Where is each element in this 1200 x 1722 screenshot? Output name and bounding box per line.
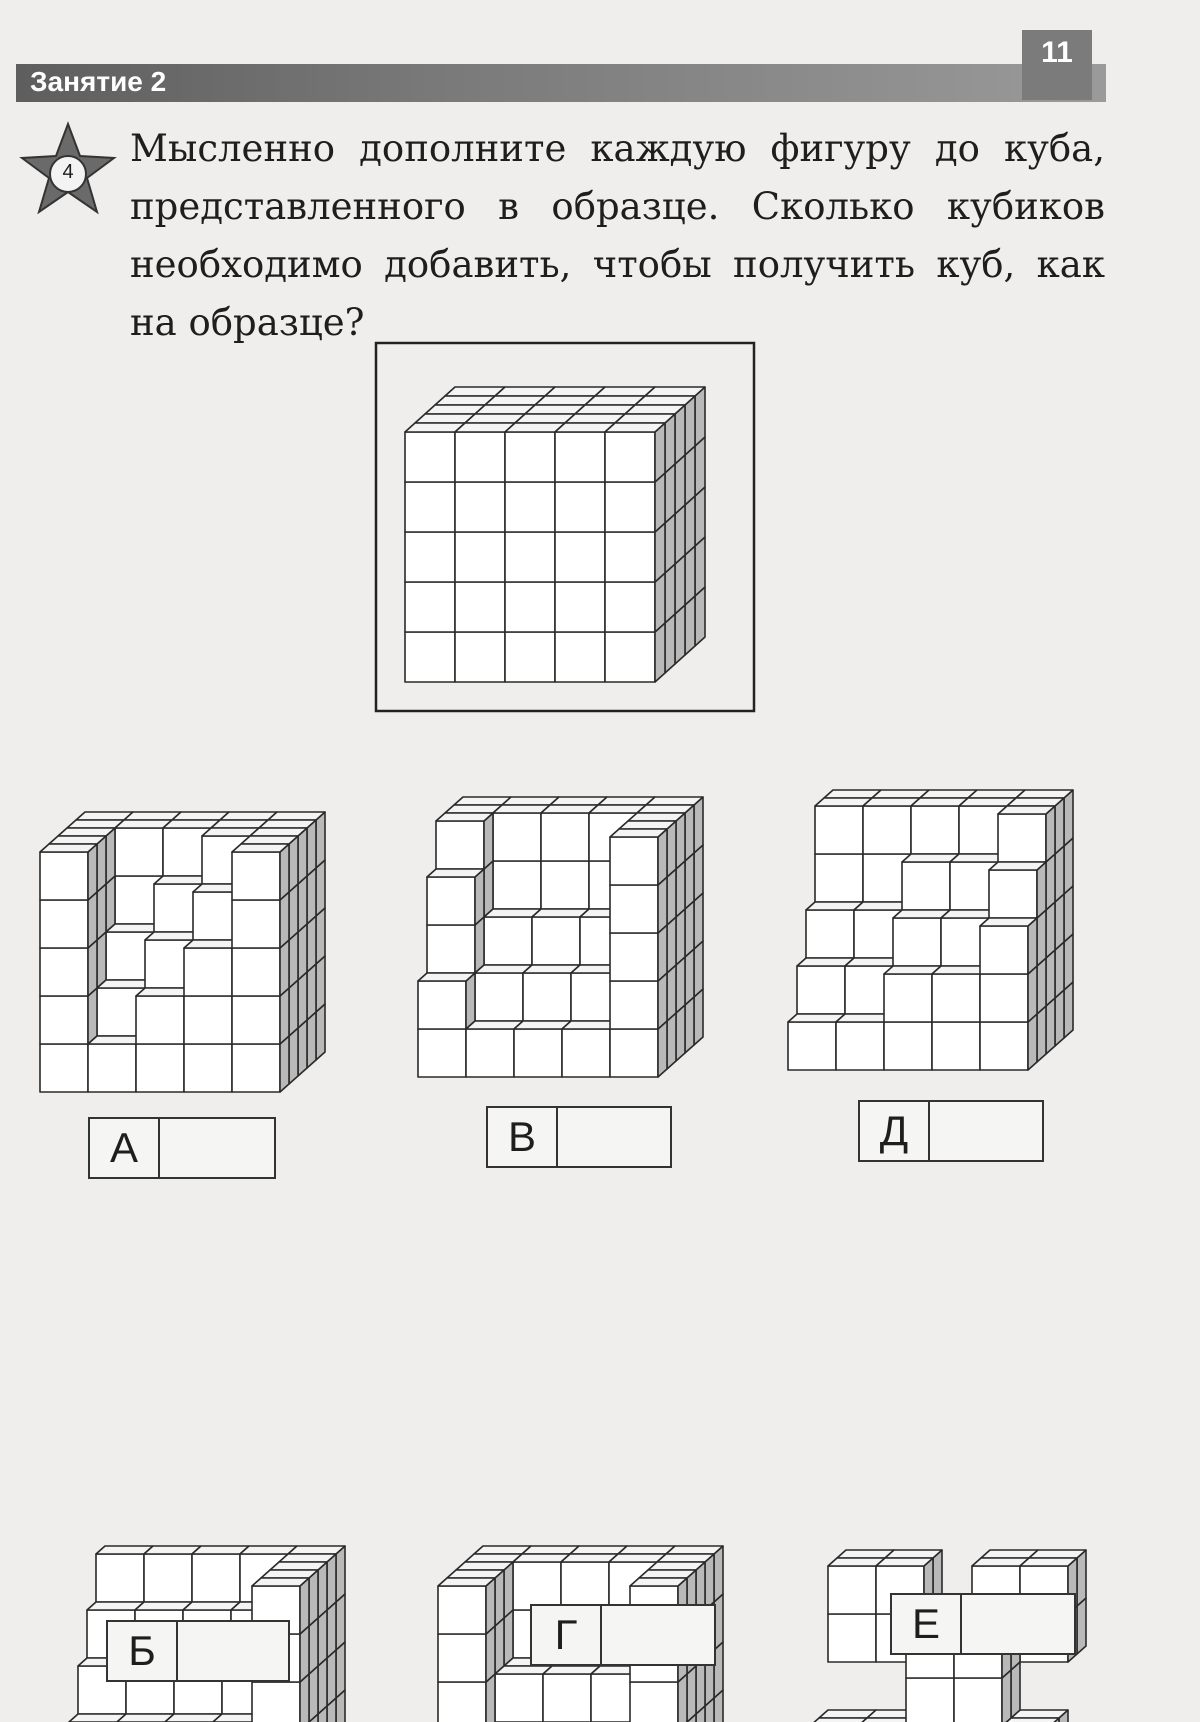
cube-top-face [447, 1570, 504, 1578]
cube-top-face [259, 820, 316, 828]
cube-front-face [427, 925, 475, 973]
cube-front-face [184, 948, 232, 996]
cube-side-face [1064, 886, 1073, 942]
cube-top-face [980, 918, 1037, 926]
cube-side-face [316, 1004, 325, 1060]
cube-top-face [637, 805, 694, 813]
figure-label-e: Е [892, 1595, 962, 1653]
cube-front-face [184, 1044, 232, 1092]
cube-side-face [300, 1626, 309, 1682]
cube-front-face [562, 1029, 610, 1077]
cube-front-face [610, 1029, 658, 1077]
cube-front-face [806, 910, 854, 958]
cube-side-face [316, 860, 325, 916]
cube-side-face [658, 829, 667, 885]
cube-side-face [685, 949, 694, 1005]
figure-label-g: Г [532, 1606, 602, 1664]
answer-field-v[interactable] [558, 1108, 670, 1166]
cube-side-face [676, 861, 685, 917]
cube-side-face [307, 820, 316, 876]
cube-side-face [696, 1658, 705, 1714]
cube-front-face [989, 870, 1037, 918]
cube-front-face [980, 974, 1028, 1022]
cube-side-face [685, 853, 694, 909]
cube-front-face [980, 926, 1028, 974]
cube-side-face [88, 940, 97, 996]
cube-front-face [232, 900, 280, 948]
cube-side-face [1046, 950, 1055, 1006]
figure-label-v: В [488, 1108, 558, 1166]
cube-side-face [316, 908, 325, 964]
answer-box-b[interactable] [106, 1620, 290, 1682]
cube-front-face [115, 828, 163, 876]
cube-top-face [810, 1718, 867, 1722]
cube-front-face [493, 813, 541, 861]
answer-box-d[interactable] [858, 1100, 1044, 1162]
cube-side-face [1037, 862, 1046, 918]
cube-front-face [980, 1022, 1028, 1070]
answer-box-g[interactable] [530, 1604, 716, 1666]
cube-front-face [475, 973, 523, 1021]
cube-front-face [418, 1029, 466, 1077]
cube-side-face [1064, 934, 1073, 990]
cube-side-face [307, 964, 316, 1020]
cube-front-face [884, 974, 932, 1022]
cube-side-face [309, 1618, 318, 1674]
cube-side-face [97, 836, 106, 892]
cube-front-face [902, 862, 950, 910]
cube-top-face [436, 813, 493, 821]
cube-side-face [309, 1666, 318, 1722]
cube-side-face [1011, 1662, 1020, 1718]
cube-side-face [289, 884, 298, 940]
cube-top-face [1020, 1558, 1077, 1566]
cube-top-face [58, 828, 115, 836]
cube-side-face [475, 869, 484, 925]
cube-side-face [667, 917, 676, 973]
answer-field-g[interactable] [602, 1606, 714, 1664]
cube-front-face [523, 973, 571, 1021]
cube-side-face [318, 1610, 327, 1666]
cube-side-face [1028, 918, 1037, 974]
cube-front-face [438, 1682, 486, 1722]
cube-front-face [543, 1674, 591, 1722]
cube-top-face [270, 1562, 327, 1570]
cube-side-face [1055, 846, 1064, 902]
cube-side-face [1046, 998, 1055, 1054]
cube-front-face [184, 996, 232, 1044]
cube-top-face [1029, 1550, 1086, 1558]
cube-front-face [610, 885, 658, 933]
answer-box-e[interactable] [890, 1593, 1076, 1655]
cube-side-face [336, 1594, 345, 1650]
cube-side-face [1037, 910, 1046, 966]
cube-side-face [289, 932, 298, 988]
cube-front-face [610, 981, 658, 1029]
cube-top-face [1016, 790, 1073, 798]
cube-top-face [639, 1570, 696, 1578]
cube-front-face [788, 1022, 836, 1070]
cube-side-face [495, 1618, 504, 1674]
cube-side-face [667, 821, 676, 877]
cube-top-face [648, 1562, 705, 1570]
cube-side-face [484, 813, 493, 869]
cube-front-face [484, 917, 532, 965]
cube-side-face [327, 1554, 336, 1610]
cube-side-face [280, 940, 289, 996]
cube-side-face [1046, 854, 1055, 910]
cube-side-face [658, 925, 667, 981]
cube-side-face [504, 1562, 513, 1618]
cube-side-face [694, 941, 703, 997]
cube-front-face [438, 1634, 486, 1682]
cube-top-face [40, 844, 97, 852]
cube-top-face [232, 844, 289, 852]
cube-side-face [694, 893, 703, 949]
cube-top-face [885, 1550, 942, 1558]
cube-front-face [828, 1566, 876, 1614]
cube-side-face [327, 1650, 336, 1706]
cube-side-face [714, 1546, 723, 1602]
cube-side-face [658, 973, 667, 1029]
cube-side-face [676, 909, 685, 965]
cube-side-face [289, 836, 298, 892]
cube-side-face [307, 1012, 316, 1068]
cube-side-face [336, 1546, 345, 1602]
answer-box-v[interactable] [486, 1106, 672, 1168]
cube-side-face [1064, 790, 1073, 846]
cube-front-face [96, 1554, 144, 1602]
cube-front-face [911, 806, 959, 854]
cube-side-face [106, 876, 115, 932]
cube-front-face [815, 854, 863, 902]
cube-side-face [1046, 806, 1055, 862]
cube-side-face [658, 877, 667, 933]
cube-side-face [667, 965, 676, 1021]
cube-top-face [628, 813, 685, 821]
cube-side-face [495, 1570, 504, 1626]
cube-side-face [475, 917, 484, 973]
cube-side-face [327, 1602, 336, 1658]
figure-v-stack [418, 797, 703, 1077]
cube-top-face [666, 1546, 723, 1554]
cube-side-face [309, 1570, 318, 1626]
cube-side-face [307, 868, 316, 924]
cube-front-face [610, 933, 658, 981]
cube-side-face [318, 1658, 327, 1714]
cube-side-face [298, 876, 307, 932]
cube-front-face [232, 1044, 280, 1092]
cube-front-face [561, 1562, 609, 1610]
cube-front-face [418, 981, 466, 1029]
cube-front-face [40, 852, 88, 900]
cube-side-face [88, 988, 97, 1044]
cube-front-face [836, 1022, 884, 1070]
cube-top-face [288, 1546, 345, 1554]
cube-side-face [316, 812, 325, 868]
cube-side-face [1046, 902, 1055, 958]
cube-side-face [486, 1626, 495, 1682]
cube-top-face [998, 806, 1055, 814]
cube-top-face [241, 836, 298, 844]
cube-front-face [541, 861, 589, 909]
cube-side-face [289, 1028, 298, 1084]
cube-front-face [40, 900, 88, 948]
cube-front-face [144, 1554, 192, 1602]
cube-top-face [876, 1558, 933, 1566]
cube-front-face [436, 821, 484, 869]
cube-side-face [298, 828, 307, 884]
cube-side-face [1077, 1550, 1086, 1606]
cube-side-face [1028, 966, 1037, 1022]
cube-side-face [280, 892, 289, 948]
cube-side-face [97, 884, 106, 940]
answer-field-b[interactable] [178, 1622, 288, 1680]
cube-side-face [1055, 990, 1064, 1046]
cube-side-face [486, 1578, 495, 1634]
cube-side-face [694, 797, 703, 853]
cube-front-face [514, 1029, 562, 1077]
cube-side-face [676, 957, 685, 1013]
cube-top-face [630, 1578, 687, 1586]
cube-front-face [541, 813, 589, 861]
cube-side-face [106, 828, 115, 884]
cube-front-face [495, 1674, 543, 1722]
cube-top-face [1007, 798, 1064, 806]
cube-front-face [893, 918, 941, 966]
cube-side-face [307, 916, 316, 972]
cube-front-face [466, 1029, 514, 1077]
cube-front-face [40, 1044, 88, 1092]
cube-side-face [298, 924, 307, 980]
cube-front-face [438, 1586, 486, 1634]
cube-side-face [685, 997, 694, 1053]
cube-side-face [694, 989, 703, 1045]
cube-side-face [336, 1642, 345, 1698]
cube-side-face [97, 932, 106, 988]
cube-top-face [657, 1554, 714, 1562]
cube-front-face [998, 814, 1046, 862]
cube-front-face [884, 1022, 932, 1070]
cube-side-face [1077, 1598, 1086, 1654]
cube-top-face [250, 828, 307, 836]
cube-side-face [280, 1036, 289, 1092]
cube-side-face [687, 1666, 696, 1722]
cube-top-face [261, 1570, 318, 1578]
cube-side-face [504, 1610, 513, 1666]
figure-label-b: Б [108, 1622, 178, 1680]
cube-front-face [630, 1682, 678, 1722]
cube-side-face [280, 844, 289, 900]
answer-field-e[interactable] [962, 1595, 1074, 1653]
cube-front-face [932, 974, 980, 1022]
cube-side-face [1064, 838, 1073, 894]
cube-front-face [932, 1022, 980, 1070]
cube-side-face [318, 1562, 327, 1618]
cube-front-face [136, 996, 184, 1044]
cube-side-face [667, 1013, 676, 1069]
cube-side-face [298, 1020, 307, 1076]
cube-top-face [279, 1554, 336, 1562]
cube-side-face [1055, 894, 1064, 950]
cube-side-face [685, 805, 694, 861]
cube-side-face [484, 861, 493, 917]
figure-label-a: А [90, 1119, 160, 1177]
cube-front-face [863, 806, 911, 854]
cube-front-face [532, 917, 580, 965]
cube-side-face [667, 869, 676, 925]
cube-front-face [815, 806, 863, 854]
task-number: 4 [62, 161, 74, 183]
cube-top-face [989, 862, 1046, 870]
cube-side-face [1037, 1006, 1046, 1062]
cube-side-face [88, 892, 97, 948]
cube-side-face [658, 1021, 667, 1077]
cube-front-face [40, 996, 88, 1044]
cube-front-face [906, 1678, 954, 1722]
cube-side-face [685, 901, 694, 957]
cube-front-face [797, 966, 845, 1014]
cube-top-face [619, 821, 676, 829]
cube-front-face [513, 1562, 561, 1610]
cube-top-face [268, 812, 325, 820]
cube-top-face [427, 869, 484, 877]
answer-field-d[interactable] [930, 1102, 1042, 1160]
page-number: 11 [1022, 30, 1092, 100]
cube-top-face [418, 973, 475, 981]
cube-top-face [456, 1562, 513, 1570]
cube-front-face [493, 861, 541, 909]
lesson-title: Занятие 2 [30, 66, 167, 97]
cube-side-face [466, 973, 475, 1029]
cube-front-face [232, 996, 280, 1044]
cube-front-face [427, 877, 475, 925]
cube-side-face [1055, 798, 1064, 854]
cube-top-face [646, 797, 703, 805]
figure-label-d: Д [860, 1102, 930, 1160]
cube-side-face [694, 845, 703, 901]
cube-top-face [252, 1578, 309, 1586]
cube-side-face [88, 844, 97, 900]
answer-box-a[interactable] [88, 1117, 276, 1179]
cube-front-face [252, 1682, 300, 1722]
figure-a-stack [40, 812, 325, 1092]
cube-side-face [1037, 958, 1046, 1014]
cube-side-face [280, 988, 289, 1044]
cube-top-face [610, 829, 667, 837]
cube-front-face [232, 852, 280, 900]
cube-front-face [232, 948, 280, 996]
cube-side-face [298, 972, 307, 1028]
cube-top-face [438, 1578, 495, 1586]
cube-side-face [1028, 1014, 1037, 1070]
task-instruction: Мысленно дополните каждую фигуру до куба, представленного в образце. Сколько кубиков необходимо добавить, чтобы получить куб, как на образце? [130, 127, 1105, 344]
cube-front-face [40, 948, 88, 996]
cube-front-face [136, 1044, 184, 1092]
cube-front-face [954, 1678, 1002, 1722]
answer-field-a[interactable] [160, 1119, 274, 1177]
cube-side-face [289, 980, 298, 1036]
cube-side-face [300, 1578, 309, 1634]
cube-side-face [676, 1005, 685, 1061]
cube-side-face [676, 813, 685, 869]
cube-front-face [828, 1614, 876, 1662]
cube-front-face [610, 837, 658, 885]
cube-side-face [705, 1554, 714, 1610]
cube-top-face [49, 836, 106, 844]
cube-side-face [1055, 942, 1064, 998]
cube-side-face [1064, 982, 1073, 1038]
cube-front-face [192, 1554, 240, 1602]
cube-side-face [316, 956, 325, 1012]
figure-d-stack [788, 790, 1073, 1070]
cube-front-face [88, 1044, 136, 1092]
